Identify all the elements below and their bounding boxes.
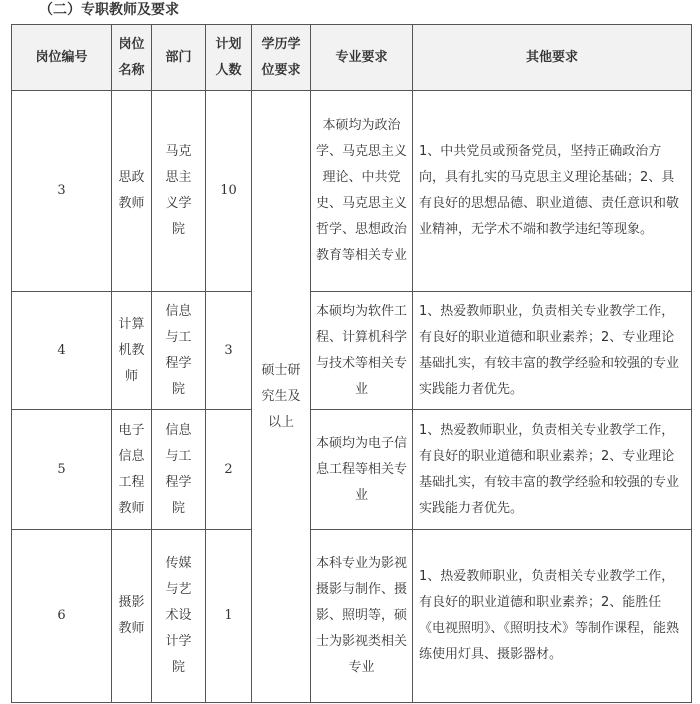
header-post-name (112, 25, 152, 91)
cell-major-text: 本硕均为政治学、马克思主义理论、中共党史、马克思主义哲学、思想政治教育等相关专业 (315, 118, 407, 263)
cell-major (311, 410, 413, 530)
cell-other-text: 1、热爱教师职业，负责相关专业教学工作，有良好的职业道德和职业素养；2、专业理论基础扎实，有较丰富的教学经验和较强的专业实践能力者优先。 (419, 422, 680, 516)
cell-major (311, 91, 413, 292)
cell-degree-shared (252, 91, 311, 703)
cell-post-name (112, 530, 152, 703)
cell-post-name (112, 410, 152, 530)
section-title: （二）专职教师及要求 (39, 2, 179, 18)
header-degree (252, 25, 311, 91)
cell-other (413, 91, 692, 292)
cell-post-name-text: 计算机教师 (118, 316, 145, 384)
cell-major (311, 530, 413, 703)
cell-post-name-text: 摄影教师 (118, 595, 145, 636)
cell-dept (152, 530, 206, 703)
cell-post-no: 3 (12, 91, 112, 292)
cell-major-text: 本硕均为软件工程、计算机科学与技术等相关专业 (315, 303, 407, 397)
cell-major (311, 292, 413, 410)
cell-post-name (112, 292, 152, 410)
header-other: 其他要求 (413, 25, 692, 91)
cell-other (413, 530, 692, 703)
table-row (12, 292, 692, 410)
cell-dept-text: 传媒与艺术设计学院 (165, 556, 192, 675)
header-degree-line2: 位要求 (261, 62, 301, 78)
cell-count: 3 (206, 292, 252, 410)
cell-dept (152, 292, 206, 410)
header-dept: 部门 (152, 25, 206, 91)
header-plan (206, 25, 252, 91)
cell-count: 1 (206, 530, 252, 703)
header-plan-line1: 计划 (215, 36, 242, 52)
cell-dept-text: 信息与工程学院 (165, 422, 192, 516)
cell-post-no: 5 (12, 410, 112, 530)
cell-dept (152, 91, 206, 292)
header-major: 专业要求 (311, 25, 413, 91)
cell-other-text: 1、热爱教师职业，负责相关专业教学工作，有良好的职业道德和职业素养；2、能胜任《电视照明》、《照明技术》等制作课程，能熟练使用灯具、摄影器材。 (419, 569, 680, 662)
cell-count: 2 (206, 410, 252, 530)
cell-other-text: 1、中共党员或预备党员，坚持正确政治方向，具有扎实的马克思主义理论基础；2、具有良好的思想品德、职业道德、责任意识和敬业精神，无学术不端和教学违纪等现象。 (419, 144, 680, 237)
cell-dept-text: 信息与工程学院 (165, 303, 192, 397)
cell-major-text: 本硕均为电子信息工程等相关专业 (315, 435, 407, 503)
cell-major-text: 本科专业为影视摄影与制作、摄影、照明等，硕士为影视类相关专业 (315, 556, 407, 675)
header-post-name-line1: 岗位 (118, 36, 145, 52)
cell-dept-text: 马克思主义学院 (165, 144, 192, 237)
cell-other-text: 1、热爱教师职业，负责相关专业教学工作，有良好的职业道德和职业素养；2、专业理论基础扎实，有较丰富的教学经验和较强的专业实践能力者优先。 (419, 303, 680, 397)
cell-degree-text: 硕士研究生及以上 (261, 362, 301, 430)
header-row (12, 25, 692, 91)
table-row (12, 410, 692, 530)
cell-post-name (112, 91, 152, 292)
header-post-name-line2: 名称 (118, 62, 145, 78)
cell-post-name-text: 思政教师 (118, 170, 145, 211)
header-post-no: 岗位编号 (12, 25, 112, 91)
cell-post-no: 4 (12, 292, 112, 410)
header-degree-line1: 学历学 (261, 36, 301, 52)
cell-post-name-text: 电子信息工程教师 (118, 422, 145, 516)
cell-post-no: 6 (12, 530, 112, 703)
header-plan-line2: 人数 (215, 62, 242, 78)
cell-count: 10 (206, 91, 252, 292)
cell-other (413, 292, 692, 410)
table-row (12, 91, 692, 292)
cell-dept (152, 410, 206, 530)
cell-other (413, 410, 692, 530)
teacher-requirements-table (11, 24, 692, 703)
table-row (12, 530, 692, 703)
